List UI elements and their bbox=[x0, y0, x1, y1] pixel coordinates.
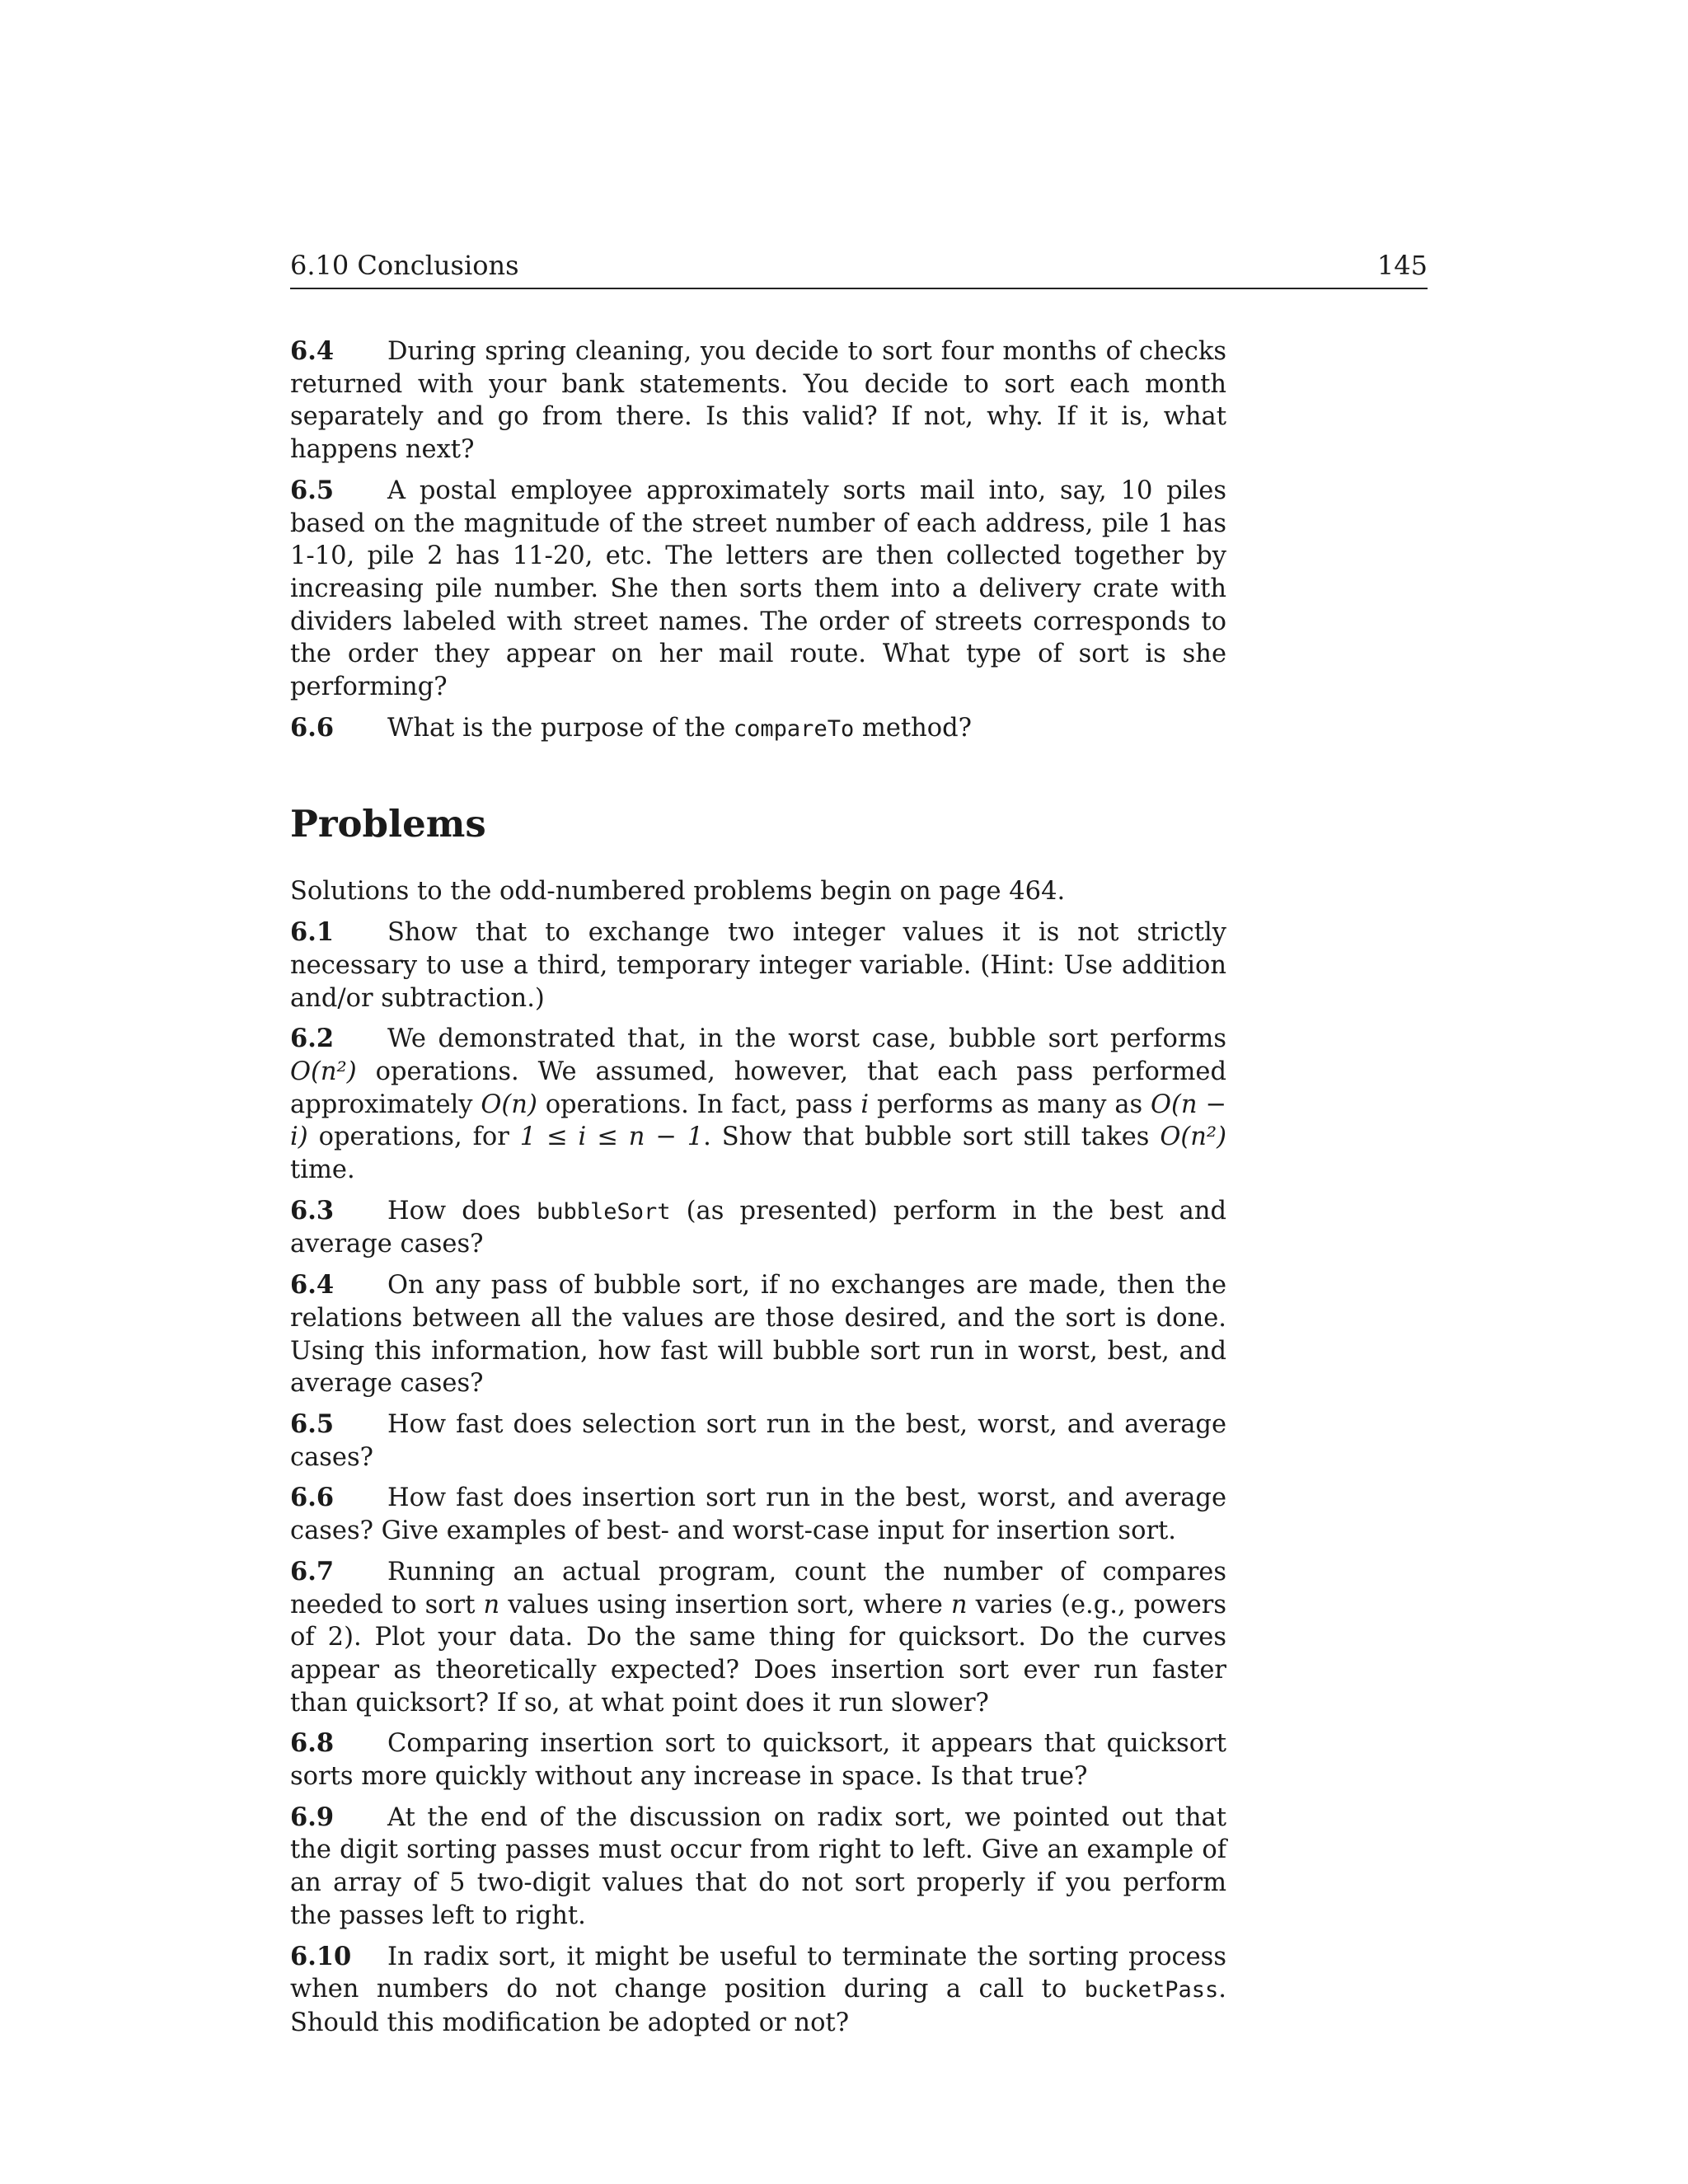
text-run: varies (e.g., powers of 2). Plot your data. Do the same thing for quicksort. Do the curves appear as theoretically expected? Does insertion sort ever run faster than quicksort? If so, at what point does it run slower? bbox=[290, 1590, 1226, 1718]
problem-item bbox=[290, 916, 1226, 1015]
problem-item bbox=[290, 1802, 1226, 1933]
code-identifier: bubbleSort bbox=[536, 1198, 671, 1225]
text-run: On any pass of bubble sort, if no exchanges are made, then the relations between all the values are those desired, and the sort is done. Using this information, how fast will bubble sort run in worst, best, and average cases? bbox=[290, 1271, 1226, 1399]
text-run: . Show that bubble sort still takes bbox=[703, 1122, 1160, 1152]
code-identifier: bucketPass bbox=[1084, 1977, 1219, 2004]
section-title: Problems bbox=[290, 802, 486, 846]
problem-item bbox=[290, 1269, 1226, 1400]
math-expression: n bbox=[483, 1590, 500, 1619]
problem-item-number: 6.9 bbox=[290, 1802, 335, 1832]
exercise-item-number: 6.6 bbox=[290, 712, 335, 743]
problem-item-number: 6.5 bbox=[290, 1408, 335, 1439]
text-run: (as presented) perform in the best and average cases? bbox=[290, 1196, 1226, 1259]
problem-item-number: 6.6 bbox=[290, 1483, 335, 1513]
text-run: In radix sort, it might be useful to terminate the sorting process when numbers do not change position during a call to bbox=[290, 1942, 1226, 2004]
problems-intro: Solutions to the odd-numbered problems begin on page 464. bbox=[290, 877, 1066, 907]
text-run: values using insertion sort, where bbox=[499, 1590, 951, 1619]
problem-item bbox=[290, 1941, 1226, 2040]
problem-item bbox=[290, 1023, 1226, 1187]
math-expression: O(n²) bbox=[1160, 1122, 1227, 1152]
text-run: time. bbox=[290, 1155, 355, 1185]
text-run: What is the purpose of the bbox=[387, 713, 734, 743]
text-run: method? bbox=[854, 713, 973, 743]
page-header bbox=[290, 250, 1428, 289]
exercise-item bbox=[290, 335, 1226, 466]
text-run: . Should this modification be adopted or not? bbox=[290, 1975, 1226, 2037]
text-run: Show that to exchange two integer values it is not strictly necessary to use a third, temporary integer variable. (Hint: Use addition and/or subtraction.) bbox=[290, 918, 1226, 1013]
text-run: Running an actual program, count the number of compares needed to sort bbox=[290, 1557, 1226, 1619]
text-run: operations, for bbox=[307, 1122, 520, 1152]
problem-item-number: 6.3 bbox=[290, 1195, 335, 1226]
problem-item-number: 6.10 bbox=[290, 1941, 352, 1971]
math-expression: i bbox=[860, 1090, 870, 1119]
code-identifier: compareTo bbox=[733, 715, 855, 742]
math-expression: O(n − i) bbox=[290, 1090, 1226, 1152]
running-head: 6.10 Conclusions bbox=[290, 250, 519, 281]
math-expression: O(n) bbox=[481, 1090, 537, 1119]
problem-item bbox=[290, 1727, 1226, 1793]
exercise-item bbox=[290, 475, 1226, 704]
text-run: A postal employee approximately sorts mail into, say, 10 piles based on the magnitude of the street number of each address, pile 1 has 1-10, pile 2 has 11-20, etc. The letters are then collected together by increasing pile number. She then sorts them into a delivery crate with dividers labeled with street names. The order of streets corresponds to the order they appear on her mail route. What type of sort is she performing? bbox=[290, 476, 1226, 702]
page-body bbox=[290, 335, 1226, 2048]
page-number: 145 bbox=[1376, 250, 1428, 281]
exercise-list bbox=[290, 335, 1226, 745]
problem-list bbox=[290, 916, 1226, 2040]
text-run: operations. We assumed, however, that each pass performed approximately bbox=[290, 1057, 1226, 1119]
problem-item-number: 6.1 bbox=[290, 917, 335, 948]
problem-item bbox=[290, 1556, 1226, 1720]
exercise-item-number: 6.5 bbox=[290, 475, 335, 505]
exercise-item-number: 6.4 bbox=[290, 336, 335, 366]
text-run: Comparing insertion sort to quicksort, it appears that quicksort sorts more quickly without any increase in space. Is that true? bbox=[290, 1729, 1226, 1792]
math-expression: 1 ≤ i ≤ n − 1 bbox=[519, 1122, 704, 1152]
text-run: How does bbox=[387, 1196, 537, 1226]
problem-item-number: 6.4 bbox=[290, 1270, 335, 1301]
text-run: At the end of the discussion on radix sort, we pointed out that the digit sorting passes must occur from right to left. Give an example of an array of 5 two-digit values that do not sort properly if you perform the passes left to right. bbox=[290, 1802, 1226, 1930]
problem-item bbox=[290, 1408, 1226, 1474]
text-run: How fast does selection sort run in the best, worst, and average cases? bbox=[290, 1409, 1226, 1472]
problem-item-number: 6.8 bbox=[290, 1728, 335, 1759]
problem-item-number: 6.2 bbox=[290, 1024, 335, 1054]
problem-item bbox=[290, 1195, 1226, 1261]
text-run: During spring cleaning, you decide to sort four months of checks returned with your bank statements. You decide to sort each month separately and go from there. Is this valid? If not, why. If it is, what happens next? bbox=[290, 337, 1226, 465]
math-expression: O(n²) bbox=[290, 1057, 357, 1086]
problem-item bbox=[290, 1482, 1226, 1547]
text-run: How fast does insertion sort run in the best, worst, and average cases? Give examples of best- and worst-case input for insertion sort. bbox=[290, 1483, 1226, 1546]
text-run: performs as many as bbox=[869, 1090, 1151, 1119]
text-run: operations. In fact, pass bbox=[537, 1090, 861, 1119]
problem-item-number: 6.7 bbox=[290, 1556, 335, 1586]
text-run: We demonstrated that, in the worst case, bubble sort performs bbox=[387, 1024, 1226, 1054]
math-expression: n bbox=[950, 1590, 968, 1619]
exercise-item bbox=[290, 712, 1226, 746]
